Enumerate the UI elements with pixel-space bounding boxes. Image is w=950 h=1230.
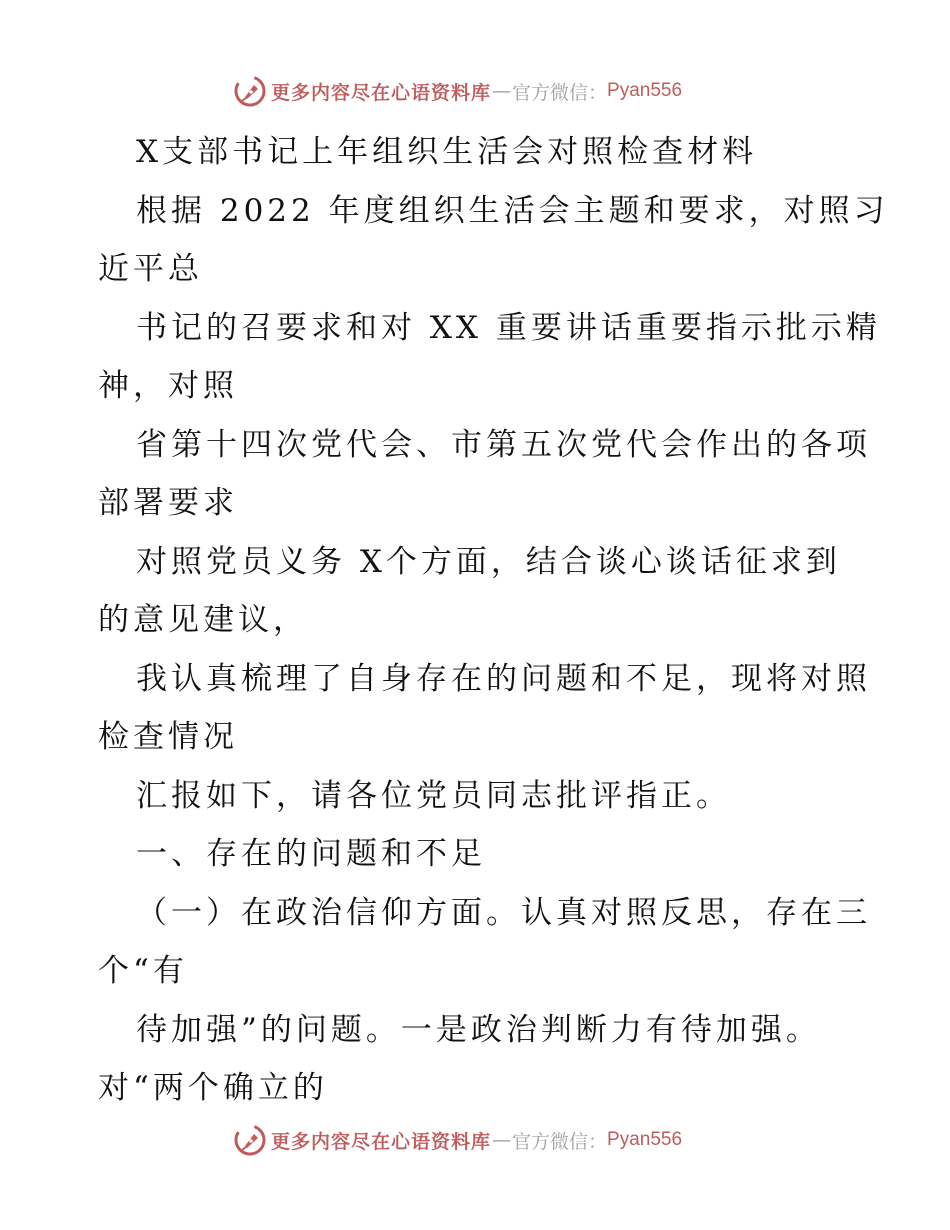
- text-line: 近平总: [98, 251, 203, 287]
- watermark-brand: 更多内容尽在心语资料库: [271, 81, 492, 104]
- text-line: 个“有: [98, 953, 188, 989]
- document-body: [98, 123, 889, 1118]
- section-heading: 一、存在的问题和不足: [136, 836, 486, 872]
- text-line: 的意见建议，: [98, 602, 308, 638]
- document-title: X支部书记上年组织生活会对照检查材料: [136, 134, 758, 170]
- text-line: 汇报如下，请各位党员同志批评指正。: [136, 777, 731, 814]
- pen-nib-logo-icon: [233, 74, 267, 108]
- text-line: 对“两个确立的: [98, 1070, 328, 1106]
- watermark-account: Pyan556: [607, 1129, 683, 1150]
- pen-nib-logo-icon: [233, 1123, 267, 1157]
- watermark-label: 官方微信：: [512, 81, 608, 104]
- watermark-dash: —: [492, 1129, 512, 1151]
- text-line: 部署要求: [98, 485, 238, 521]
- subsection-heading: （一）在政治信仰方面。认真对照反思，存在三: [136, 894, 871, 931]
- watermark-dash: —: [492, 80, 512, 102]
- watermark-label: 官方微信：: [512, 1130, 608, 1153]
- text-line: 神，对照: [98, 368, 238, 404]
- text-line: 书记的召要求和对 XX 重要讲话重要指示批示精: [136, 309, 881, 346]
- text-line: 待加强”的问题。一是政治判断力有待加强。: [136, 1011, 821, 1048]
- text-line: 我认真梳理了自身存在的问题和不足，现将对照: [136, 660, 871, 697]
- text-line: 对照党员义务 X个方面，结合谈心谈话征求到: [136, 543, 841, 580]
- watermark-account: Pyan556: [607, 80, 683, 101]
- text-line: 省第十四次党代会、市第五次党代会作出的各项: [136, 426, 871, 463]
- text-line: 检查情况: [98, 719, 238, 755]
- text-line: 根据 2022 年度组织生活会主题和要求，对照习: [136, 192, 889, 229]
- watermark-header: [233, 71, 682, 111]
- watermark-brand: 更多内容尽在心语资料库: [271, 1130, 492, 1153]
- watermark-footer: [233, 1120, 682, 1160]
